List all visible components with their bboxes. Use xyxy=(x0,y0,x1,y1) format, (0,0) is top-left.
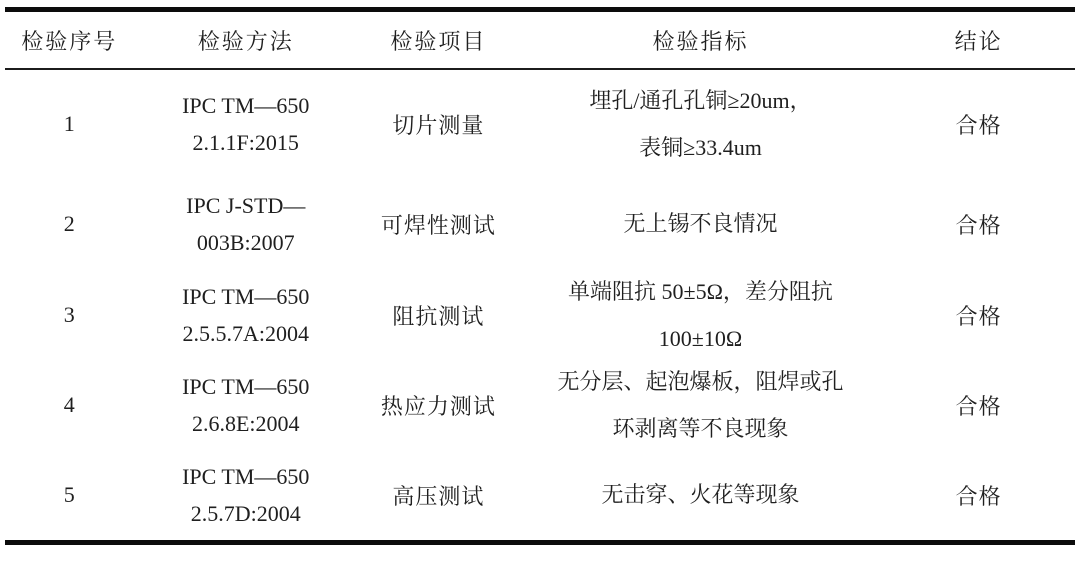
indicator-line: 环剥离等不良现象 xyxy=(612,415,789,441)
cell-item: 切片测量 xyxy=(392,112,485,138)
method-line: 2.1.1F:2015 xyxy=(192,130,299,155)
cell-seq: 2 xyxy=(63,211,75,236)
cell-method xyxy=(133,450,358,543)
col-header-conclusion: 结论 xyxy=(882,10,1075,70)
method-line: 003B:2007 xyxy=(196,230,295,255)
method-line: IPC TM—650 xyxy=(182,463,310,489)
table-row xyxy=(5,360,1075,450)
col-header-item: 检验项目 xyxy=(358,10,519,70)
indicator-line: 表铜≥33.4um xyxy=(639,134,762,160)
indicator-line: 无分层、起泡爆板，阻焊或孔 xyxy=(557,369,844,395)
table-row xyxy=(5,450,1075,543)
table-row xyxy=(5,270,1075,360)
cell-seq: 4 xyxy=(63,392,75,417)
cell-seq: 5 xyxy=(63,482,75,507)
cell-method xyxy=(133,270,358,360)
method-line: 2.5.7D:2004 xyxy=(190,501,301,526)
cell-item: 高压测试 xyxy=(392,483,485,509)
method-line: 2.5.5.7A:2004 xyxy=(182,321,309,346)
table-header-row xyxy=(5,10,1075,70)
cell-seq: 3 xyxy=(63,302,75,327)
inspection-table xyxy=(5,7,1075,545)
table-row xyxy=(5,178,1075,270)
cell-conclusion: 合格 xyxy=(955,212,1002,238)
method-line: IPC TM—650 xyxy=(182,283,310,309)
method-line: IPC TM—650 xyxy=(182,92,310,118)
cell-conclusion: 合格 xyxy=(955,303,1002,329)
cell-conclusion: 合格 xyxy=(955,112,1002,138)
cell-indicator xyxy=(519,69,883,178)
method-line: IPC J-STD— xyxy=(186,192,306,218)
cell-item: 热应力测试 xyxy=(380,393,496,419)
cell-conclusion: 合格 xyxy=(955,393,1002,419)
indicator-line: 无上锡不良情况 xyxy=(623,211,778,237)
cell-method xyxy=(133,360,358,450)
cell-conclusion: 合格 xyxy=(955,483,1002,509)
cell-indicator xyxy=(519,178,883,270)
col-header-method: 检验方法 xyxy=(133,10,358,70)
indicator-line: 100±10Ω xyxy=(658,325,743,351)
table-row xyxy=(5,69,1075,178)
cell-indicator xyxy=(519,270,883,360)
cell-method xyxy=(133,178,358,270)
col-header-seq: 检验序号 xyxy=(5,10,133,70)
col-header-indicator: 检验指标 xyxy=(519,10,883,70)
cell-indicator xyxy=(519,450,883,543)
cell-seq: 1 xyxy=(63,111,75,136)
cell-item: 可焊性测试 xyxy=(380,212,496,238)
cell-item: 阻抗测试 xyxy=(392,303,485,329)
method-line: IPC TM—650 xyxy=(182,373,310,399)
cell-indicator xyxy=(519,360,883,450)
method-line: 2.6.8E:2004 xyxy=(191,411,300,436)
indicator-line: 无击穿、火花等现象 xyxy=(601,482,800,508)
cell-method xyxy=(133,69,358,178)
indicator-line: 埋孔/通孔孔铜≥20um， xyxy=(589,88,812,114)
indicator-line: 单端阻抗 50±5Ω，差分阻抗 xyxy=(568,279,833,305)
